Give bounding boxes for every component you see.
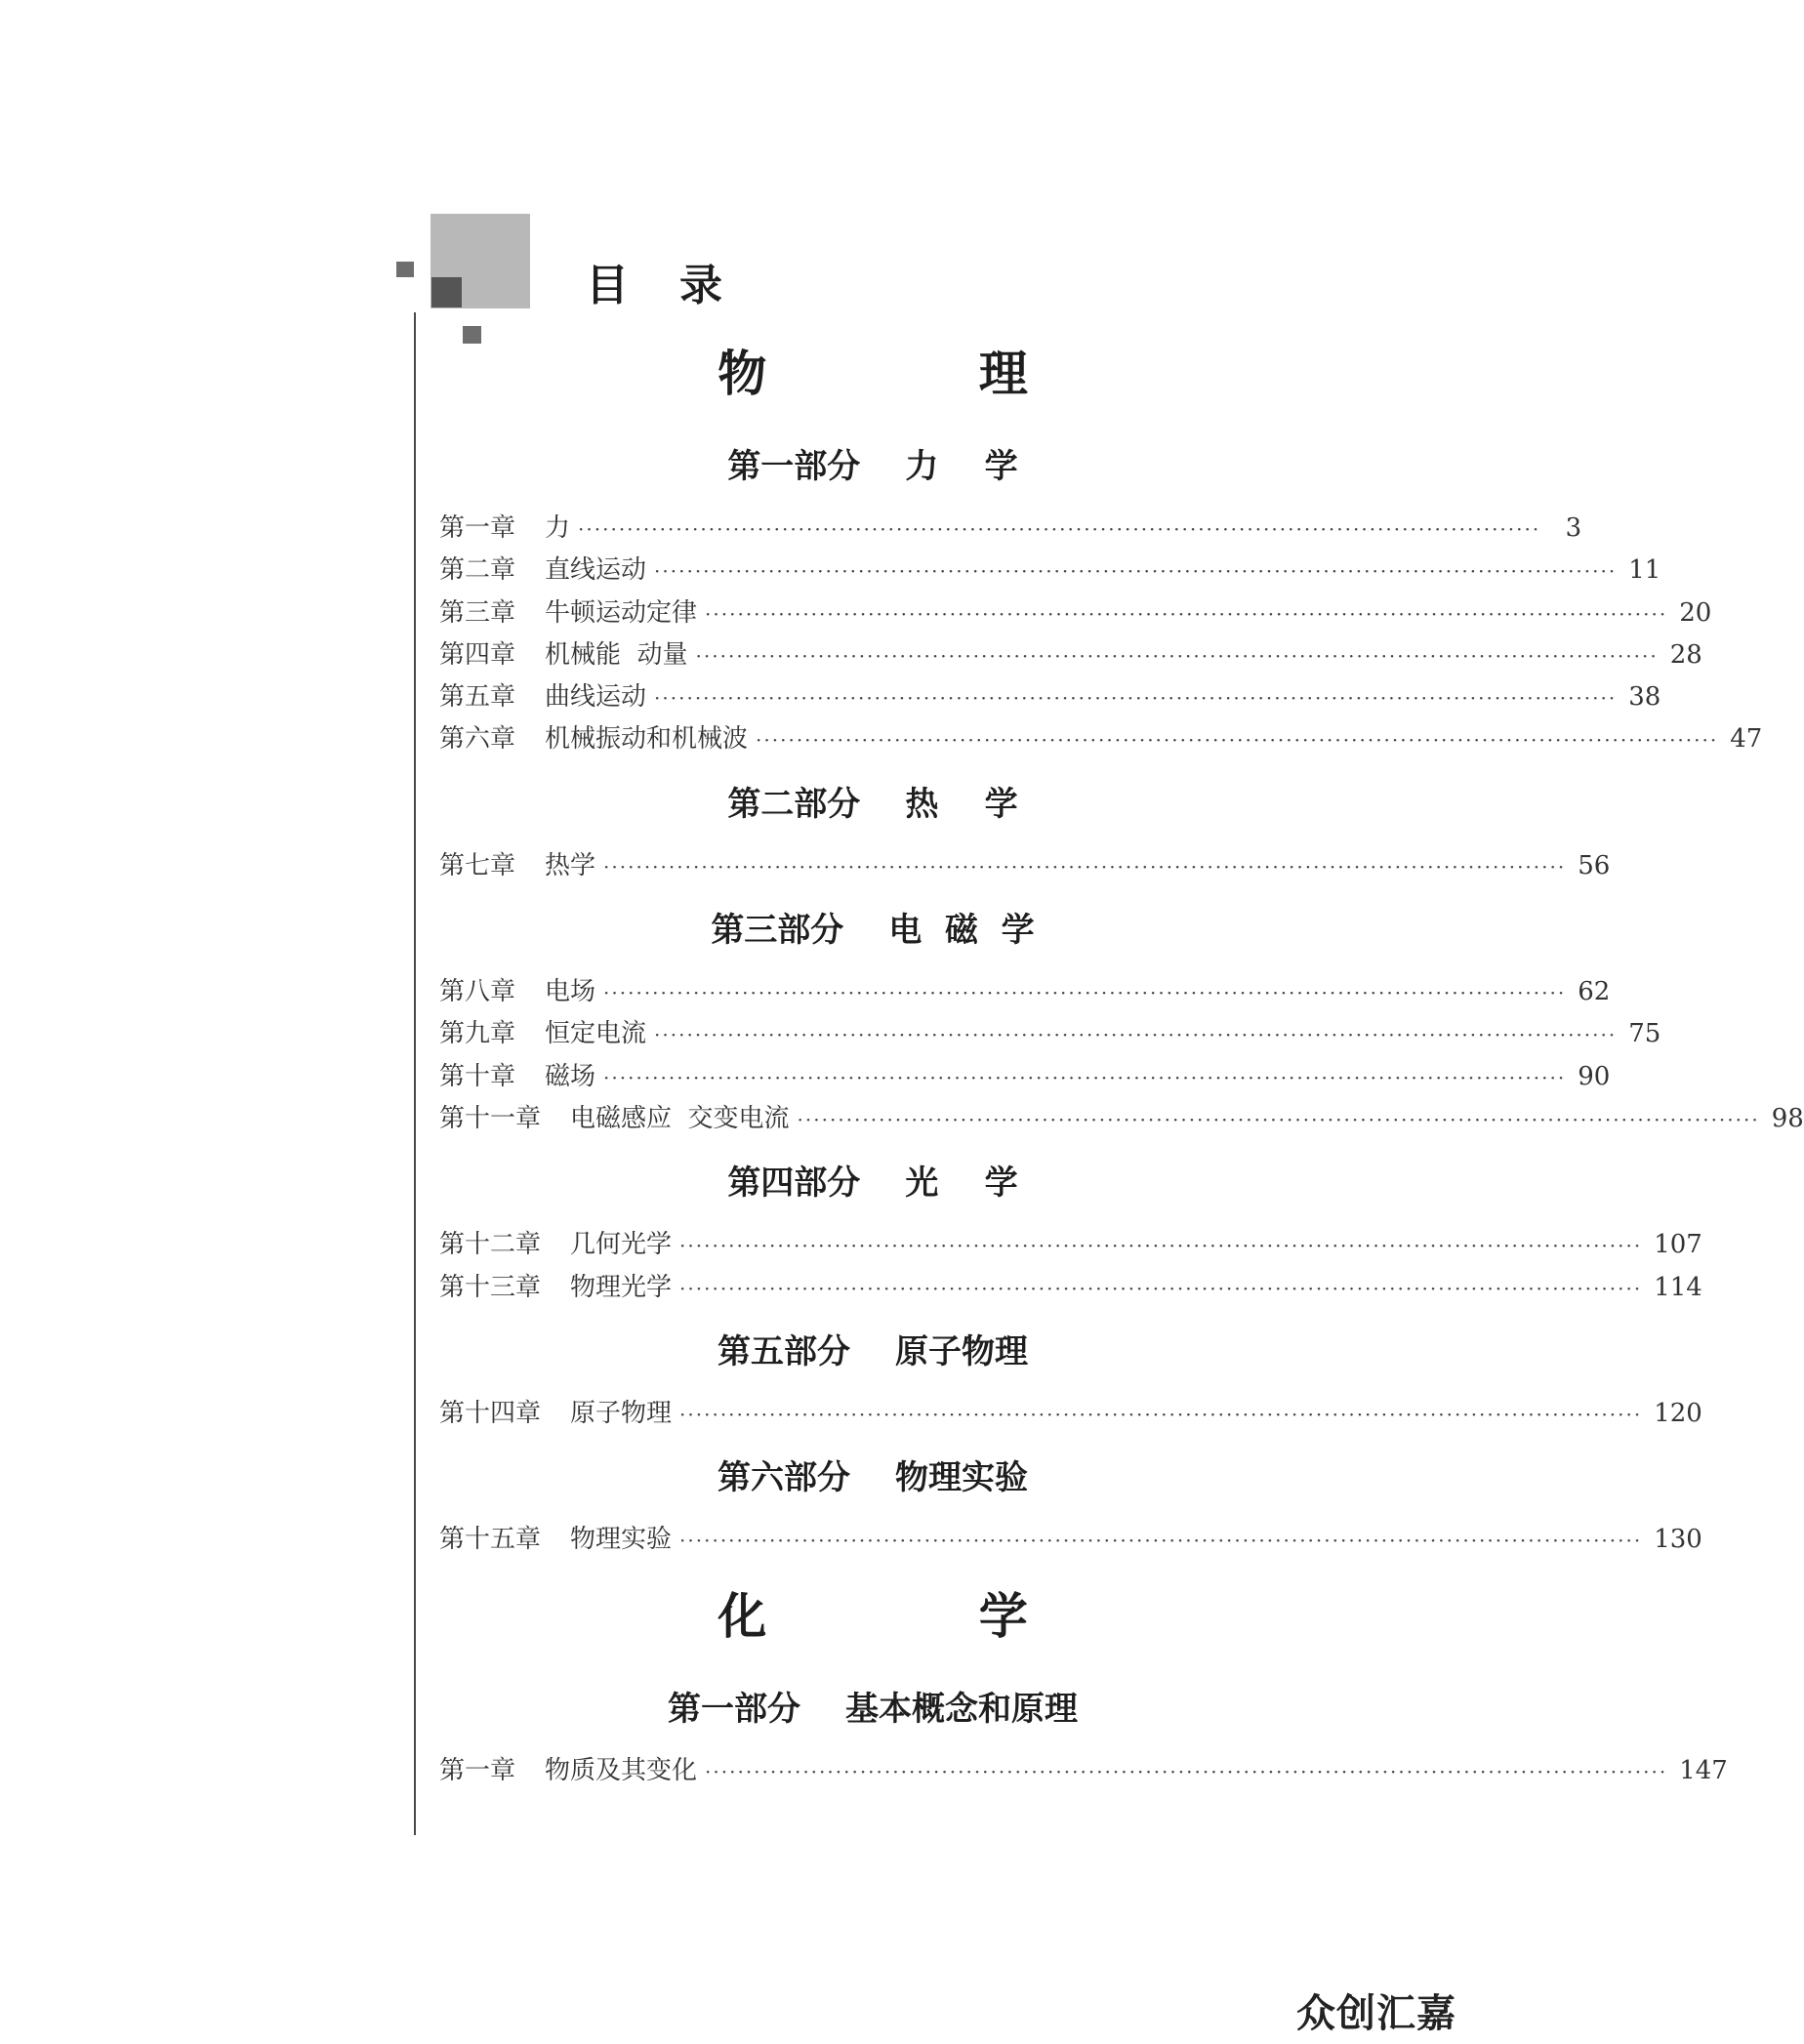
dot-leader: ······················································································································ — [603, 981, 1567, 1005]
part-heading — [439, 775, 1306, 834]
toc-entry[interactable] — [439, 1519, 1702, 1561]
chapter-number: 第五章 — [439, 682, 516, 713]
chapter-title: 曲线运动 — [545, 682, 647, 713]
page-number: 75 — [1628, 1019, 1661, 1049]
dot-leader: ······················································································································ — [797, 1107, 1760, 1131]
toc-entry[interactable] — [439, 593, 1712, 634]
chapter-title: 机械能 动量 — [545, 639, 688, 670]
page-number: 28 — [1669, 639, 1702, 670]
toc-entry[interactable] — [439, 550, 1661, 592]
chapter-title: 磁场 — [545, 1061, 596, 1091]
part-number: 第五部分 — [718, 1331, 850, 1371]
chapter-number: 第一章 — [439, 1756, 516, 1786]
page-number: 130 — [1654, 1525, 1702, 1555]
part-number: 第三部分 — [711, 911, 844, 951]
dot-leader: ······················································································································ — [679, 1234, 1643, 1258]
toc-entry[interactable] — [439, 718, 1763, 760]
page-number: 3 — [1565, 513, 1582, 543]
part-number: 第一部分 — [727, 447, 861, 486]
dot-leader: ······················································································································ — [705, 1760, 1668, 1784]
part-name: 物理实验 — [895, 1458, 1028, 1498]
chapter-number: 第四章 — [439, 639, 516, 670]
decorative-square-small-left — [396, 262, 414, 277]
chapter-title: 机械振动和机械波 — [545, 724, 749, 755]
chapter-number: 第十五章 — [439, 1525, 542, 1555]
toc-entry[interactable] — [439, 1056, 1611, 1098]
chapter-title: 力 — [545, 513, 571, 543]
dot-leader: ······················································································································ — [603, 1065, 1567, 1089]
toc-entry[interactable] — [439, 845, 1611, 887]
chapter-title: 物质及其变化 — [545, 1756, 698, 1786]
watermark-logo-text: 众创汇嘉 — [1296, 1991, 1456, 2036]
chapter-number: 第一章 — [439, 513, 516, 543]
part-name: 力 学 — [905, 447, 1018, 486]
dot-leader: ······················································································································ — [679, 1529, 1643, 1553]
toc-entry[interactable] — [439, 1393, 1702, 1435]
dot-leader: ······················································································································ — [654, 1023, 1618, 1047]
part-heading — [439, 901, 1306, 960]
chapter-title: 几何光学 — [570, 1230, 673, 1260]
page-number: 90 — [1578, 1061, 1611, 1091]
dot-leader: ······················································································································ — [679, 1276, 1643, 1300]
chapter-title: 热学 — [545, 850, 596, 880]
part-name: 电 磁 学 — [888, 911, 1035, 951]
toc-entry[interactable] — [439, 1750, 1728, 1792]
chapter-title: 原子物理 — [570, 1398, 673, 1428]
chapter-number: 第八章 — [439, 977, 516, 1007]
page-number: 11 — [1628, 555, 1661, 586]
chapter-number: 第十二章 — [439, 1230, 542, 1260]
page-number: 114 — [1654, 1272, 1702, 1302]
toc-entry[interactable] — [439, 1098, 1804, 1140]
chapter-number: 第九章 — [439, 1019, 516, 1049]
toc-entry[interactable] — [439, 1224, 1702, 1266]
part-heading — [439, 1449, 1306, 1507]
chapter-number: 第二章 — [439, 555, 516, 586]
dot-leader: ······················································································································ — [695, 643, 1659, 668]
chapter-number: 第十四章 — [439, 1398, 542, 1428]
decorative-vertical-line — [414, 312, 416, 1835]
part-name: 热 学 — [905, 784, 1018, 824]
page-number: 62 — [1578, 977, 1611, 1007]
dot-leader: ······················································································································ — [756, 728, 1719, 753]
chapter-title: 牛顿运动定律 — [545, 597, 698, 628]
chapter-number: 第十章 — [439, 1061, 516, 1091]
part-name: 原子物理 — [895, 1331, 1028, 1371]
chapter-title: 恒定电流 — [545, 1019, 647, 1049]
subject-title-chemistry: 化 学 — [718, 1588, 1126, 1646]
part-name: 光 学 — [905, 1164, 1018, 1204]
dot-leader: ······················································································································ — [705, 601, 1668, 626]
part-number: 第一部分 — [668, 1690, 800, 1730]
page-number: 20 — [1679, 597, 1712, 628]
page-number: 56 — [1578, 850, 1611, 880]
toc-heading: 目录 — [586, 261, 773, 310]
part-heading — [439, 437, 1306, 496]
dot-leader: ······················································································································ — [603, 854, 1567, 879]
page-number: 47 — [1730, 724, 1763, 755]
toc-entry[interactable] — [439, 1267, 1702, 1309]
chapter-title: 物理实验 — [570, 1525, 673, 1555]
toc-entry[interactable] — [439, 676, 1661, 718]
toc-entry[interactable] — [439, 634, 1702, 676]
chapter-number: 第六章 — [439, 724, 516, 755]
part-heading — [439, 1680, 1306, 1738]
dot-leader: ······················································································································ — [654, 559, 1618, 584]
part-heading — [439, 1323, 1306, 1381]
dot-leader: ······················································································································ — [578, 517, 1541, 541]
dot-leader: ······················································································································ — [679, 1402, 1643, 1426]
dot-leader: ······················································································································ — [654, 686, 1618, 711]
page-number: 147 — [1679, 1756, 1728, 1786]
part-heading — [439, 1154, 1306, 1212]
decorative-square-dark — [431, 277, 462, 307]
toc-entry[interactable] — [439, 1013, 1661, 1055]
chapter-number: 第三章 — [439, 597, 516, 628]
toc-entry[interactable] — [439, 971, 1611, 1013]
chapter-title: 直线运动 — [545, 555, 647, 586]
chapter-title: 电磁感应 交变电流 — [570, 1103, 790, 1133]
part-number: 第六部分 — [718, 1458, 850, 1498]
chapter-number: 第十一章 — [439, 1103, 542, 1133]
part-name: 基本概念和原理 — [845, 1690, 1078, 1730]
part-number: 第四部分 — [727, 1164, 861, 1204]
chapter-number: 第七章 — [439, 850, 516, 880]
chapter-title: 物理光学 — [570, 1272, 673, 1302]
subject-title-physics: 物 理 — [718, 346, 1126, 402]
chapter-number: 第十三章 — [439, 1272, 542, 1302]
page-number: 107 — [1654, 1230, 1702, 1260]
chapter-title: 电场 — [545, 977, 596, 1007]
page-number: 120 — [1654, 1398, 1702, 1428]
toc-entry[interactable] — [439, 508, 1582, 550]
page-number: 38 — [1628, 682, 1661, 713]
toc-content — [439, 332, 1804, 1793]
part-number: 第二部分 — [727, 784, 861, 824]
page-number: 98 — [1771, 1103, 1804, 1133]
